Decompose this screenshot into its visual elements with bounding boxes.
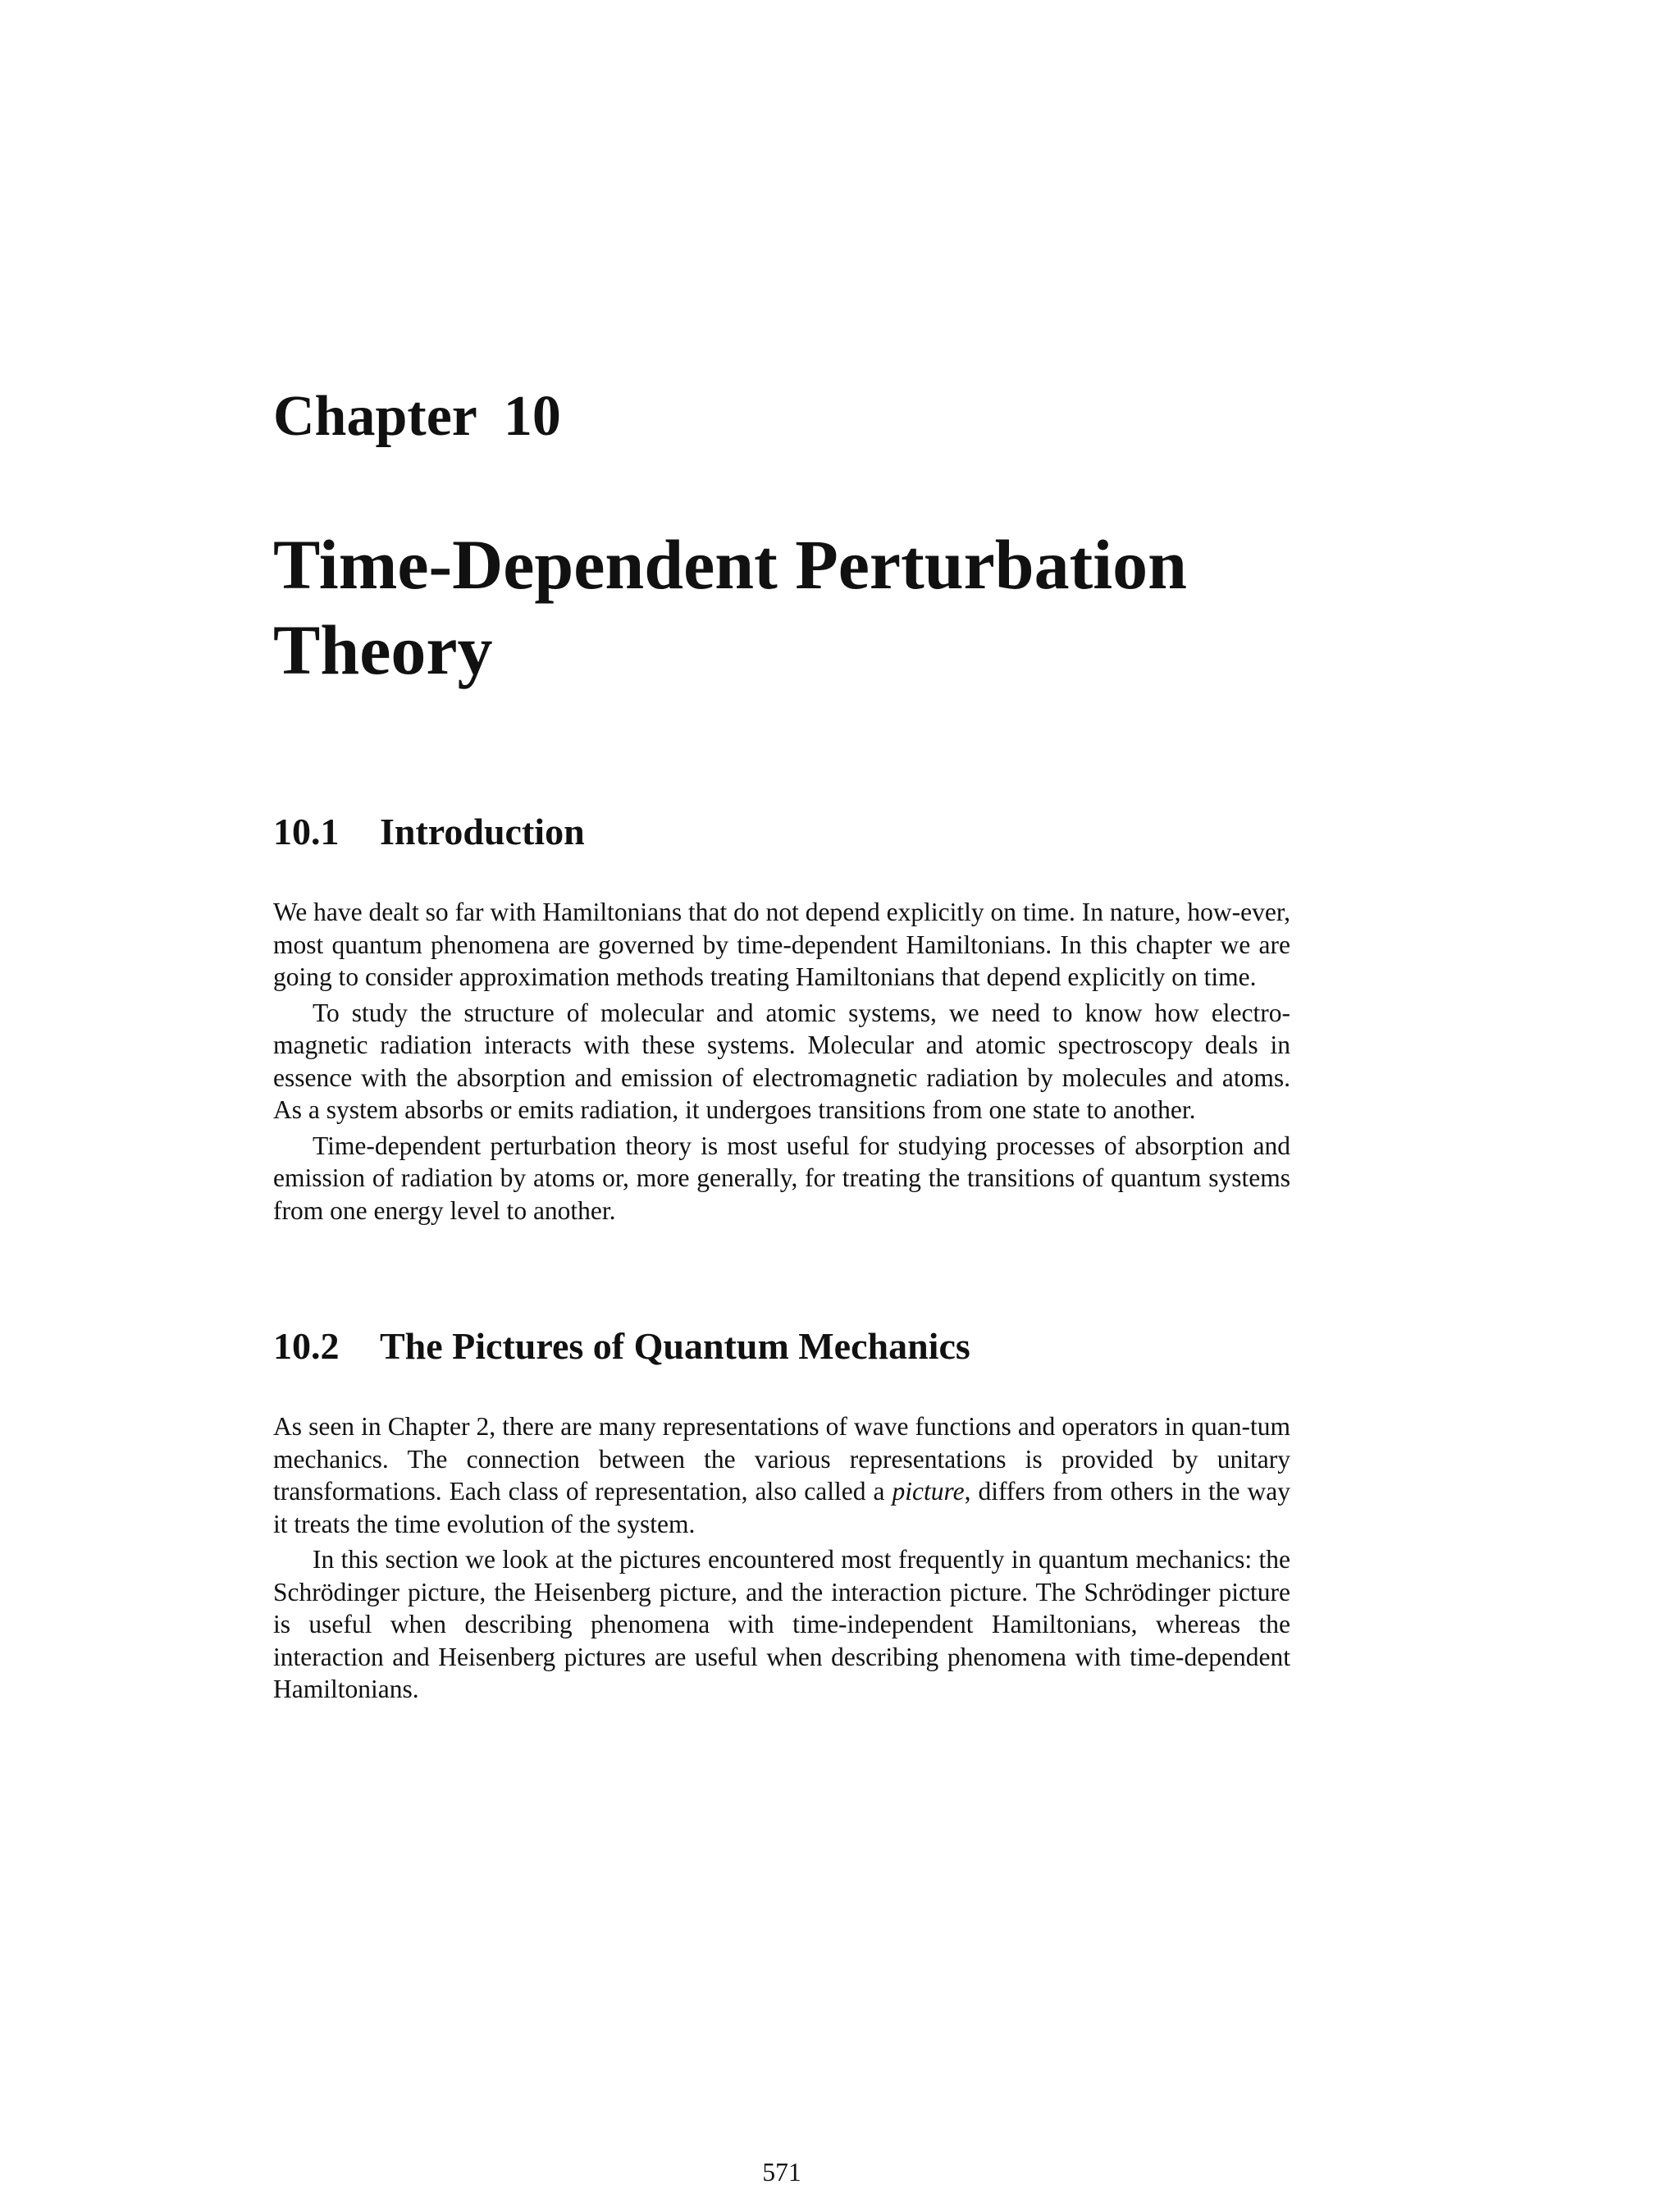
section-title: Introduction: [380, 811, 585, 852]
chapter-number: 10: [503, 385, 561, 448]
emphasis-picture: picture: [892, 1477, 965, 1506]
section-heading-pictures: [273, 1323, 1290, 1369]
chapter-title: [273, 522, 1290, 692]
chapter-word: Chapter: [273, 385, 477, 448]
chapter-label: [273, 384, 1290, 450]
section-number: 10.2: [273, 1325, 340, 1367]
pictures-paragraph-1: [273, 1410, 1290, 1540]
pictures-paragraph-1-start: As seen in Chapter 2, there are many representations of wave functions and operators in quan-tum mechanics. The connection between the various representations is provided by unitary transformations. Each class of representation, also called a: [273, 1412, 1290, 1506]
page-content: [273, 384, 1290, 2187]
intro-paragraph-3: Time-dependent perturbation theory is most useful for studying processes of absorption and emission of radiation by atoms or, more generally, for treating the transitions of quantum systems from one energy level to another.: [273, 1131, 1290, 1225]
pictures-paragraph-2: In this section we look at the pictures encountered most frequently in quantum mechanics: the Schrödinger picture, the Heisenberg picture, and the interaction picture. The Schrödinger picture is useful when describing phenomena with time-independent Hamiltonians, whereas the interaction and Heisenberg pictures are useful when describing phenomena with time-dependent Hamiltonians.: [273, 1545, 1290, 1703]
section-title: The Pictures of Quantum Mechanics: [380, 1325, 970, 1367]
section-heading-introduction: [273, 809, 1290, 855]
page-number: 571: [762, 2158, 801, 2187]
chapter-title-line-1: Time-Dependent Perturbation: [273, 525, 1187, 604]
intro-paragraph-1: We have dealt so far with Hamiltonians that do not depend explicitly on time. In nature, how-ever, most quantum phenomena are governed by time-dependent Hamiltonians. In this chapter we are going to consider approximation methods treating Hamiltonians that depend explicitly on time.: [273, 898, 1290, 991]
intro-paragraph-2: To study the structure of molecular and atomic systems, we need to know how electro-magnetic radiation interacts with these systems. Molecular and atomic spectroscopy deals in essence with the absorption and emission of electromagnetic radiation by molecules and atoms. As a system absorbs or emits radiation, it undergoes transitions from one state to another.: [273, 998, 1290, 1124]
chapter-title-line-2: Theory: [273, 610, 493, 689]
pictures-paragraph-1-end: , differs from others in the way it treats the time evolution of the system.: [273, 1477, 1290, 1538]
section-number: 10.1: [273, 811, 340, 852]
